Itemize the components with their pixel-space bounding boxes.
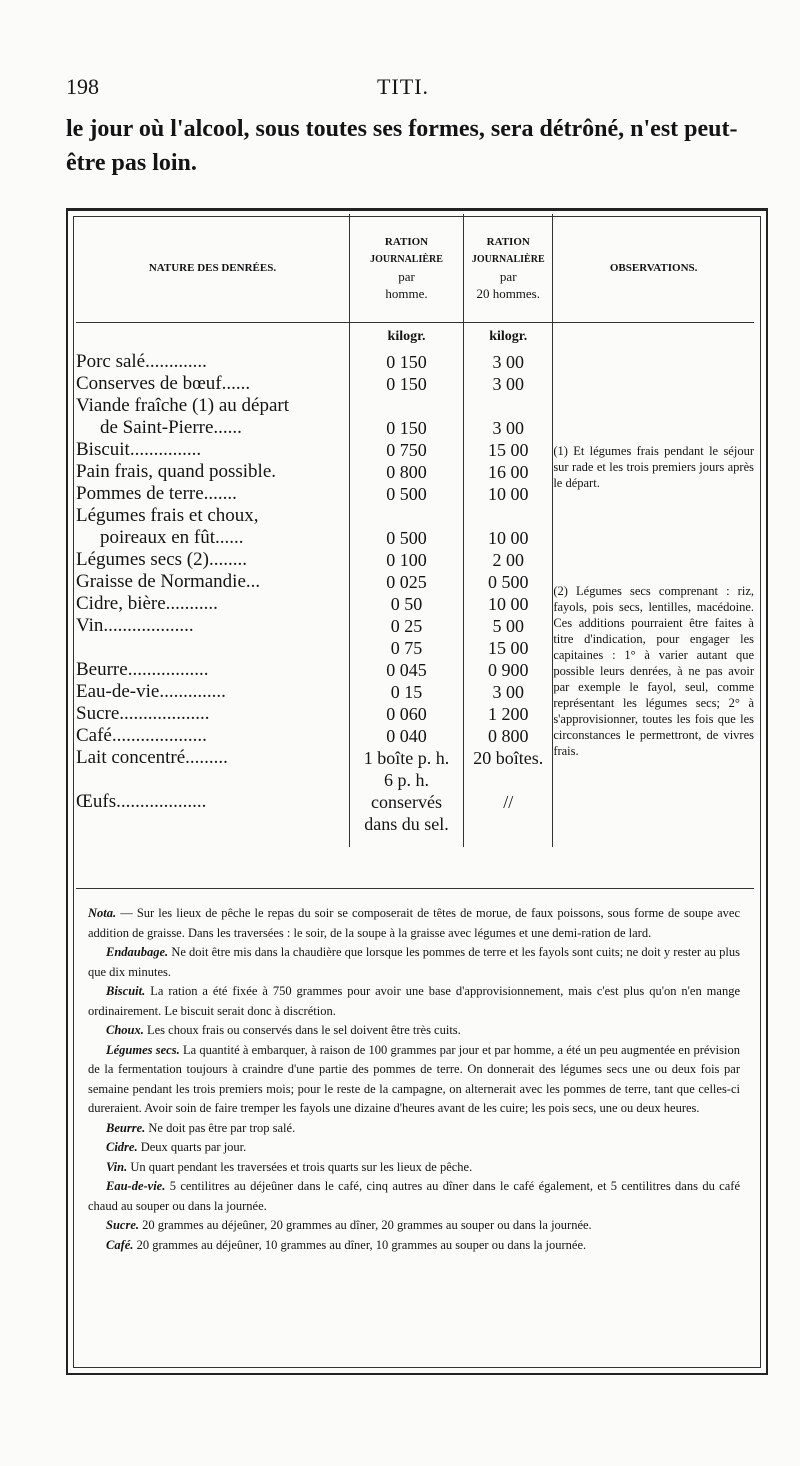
obs-spacer-top — [553, 399, 754, 443]
running-title: TITI. — [376, 74, 430, 99]
ration-per-man — [349, 505, 463, 527]
nota-text: 20 grammes au déjeûner, 10 grammes au dîner, 10 grammes au souper ou dans la journée. — [133, 1237, 587, 1252]
ration-per-man: 0 150 — [349, 417, 463, 439]
nota-paragraph — [88, 1138, 740, 1158]
ration-per-man: 0 060 — [349, 703, 463, 725]
header-ration-per-20 — [464, 214, 553, 323]
nota-term: Nota. — [88, 906, 117, 920]
unit-col2: kilogr. — [349, 323, 463, 352]
nota-term: Choux. — [106, 1023, 144, 1037]
obs-spacer-mid — [553, 491, 754, 583]
nota-term: Eau-de-vie. — [106, 1179, 166, 1193]
nota-term: Légumes secs. — [106, 1042, 180, 1057]
h3-l4: 20 hommes. — [476, 286, 540, 301]
observations-cell — [553, 323, 754, 836]
unit-col3: kilogr. — [464, 323, 553, 352]
spacer-c2 — [349, 835, 463, 847]
ration-per-20: 1 200 — [464, 703, 553, 725]
nota-term: Endaubage. — [106, 945, 169, 959]
food-name: Lait concentré......... — [76, 747, 349, 769]
nota-paragraph — [88, 1021, 740, 1041]
nota-paragraph — [88, 982, 740, 1021]
spacer-c1 — [76, 835, 349, 847]
nota-text: Ne doit pas être par trop salé. — [145, 1120, 296, 1135]
nota-text: 20 grammes au déjeûner, 20 grammes au dîner, 20 grammes au souper ou dans la journée. — [139, 1218, 592, 1232]
nota-text: La quantité à embarquer, à raison de 100 grammes par jour et par homme, a été un peu augmentée en prévision de la fermentation toujours à craindre d'une partie des pommes de terre. On donnerait des légumes secs une ou deux fois par semaine pendant les trois premiers mois; pour le reste de la campagne, on alternerait avec les pommes de terre, tant que celles-ci dureraient. Avoir soin de faire tremper les fayols une dizaine d'heures avant de les cuire; les pois secs, une ou deux heures. — [88, 1042, 740, 1115]
h3-l1: RATION — [486, 236, 530, 248]
nota-text: Ne doit être mis dans la chaudière que lorsque les pommes de terre et les fayols sont cuits; ne doit y rester au plus que dix minutes. — [88, 945, 740, 979]
table-bottom-spacer — [76, 835, 754, 847]
nota-paragraph — [88, 1236, 740, 1256]
ration-per-20: 20 boîtes. — [464, 747, 553, 769]
food-name: Eau-de-vie.............. — [76, 681, 349, 703]
ration-per-man: 0 100 — [349, 549, 463, 571]
ration-per-man: 0 75 — [349, 637, 463, 659]
lead-paragraph: le jour où l'alcool, sous toutes ses formes, sera détrôné, n'est peut-être pas loin. — [66, 116, 738, 176]
unit-empty — [76, 323, 349, 352]
nota-paragraph — [88, 904, 740, 943]
running-header — [66, 74, 740, 104]
ration-per-man: 1 boîte p. h. — [349, 747, 463, 769]
food-name — [76, 813, 349, 835]
ration-per-man: 6 p. h. — [349, 769, 463, 791]
ration-per-man: 0 025 — [349, 571, 463, 593]
nota-term: Beurre. — [106, 1120, 146, 1135]
nota-text: Un quart pendant les traversées et trois quarts sur les lieux de pêche. — [127, 1159, 473, 1174]
ration-per-20: 5 00 — [464, 615, 553, 637]
ration-per-20: 3 00 — [464, 417, 553, 439]
nota-paragraph — [88, 943, 740, 982]
ration-per-man: 0 50 — [349, 593, 463, 615]
ration-per-man: 0 500 — [349, 527, 463, 549]
observation-note-2: (2) Légumes secs comprenant : riz, fayols, pois secs, lentilles, macédoine. Ces additions pourraient être faites à titre d'indication, pour engager les capitaines : 1° à varier autant que possible leurs denrées, à ne pas avoir par exemple le fayol, seul, comme représentant les légumes secs; 2° à s'approvisionner, toutes les fois que les circonstances le permettront, de vivres frais. — [553, 584, 754, 758]
food-name: Café.................... — [76, 725, 349, 747]
ration-per-man: conservés — [349, 791, 463, 813]
ration-per-20 — [464, 505, 553, 527]
food-name: de Saint-Pierre...... — [76, 417, 349, 439]
nota-text: Deux quarts par jour. — [137, 1140, 247, 1154]
nota-text: 5 centilitres au déjeûner dans le café, cinq autres au dîner dans le café également, et 5 centilitres dans du café chaud au souper ou dans la journée. — [88, 1179, 740, 1213]
food-name: Légumes secs (2)........ — [76, 549, 349, 571]
h3-l2: JOURNALIÈRE — [471, 254, 545, 265]
ration-per-20: // — [464, 791, 553, 813]
nota-paragraph — [88, 1216, 740, 1236]
ration-per-20: 10 00 — [464, 527, 553, 549]
food-name: Œufs................... — [76, 791, 349, 813]
ration-per-20 — [464, 813, 553, 835]
unit-row — [76, 323, 754, 352]
ration-per-20: 3 00 — [464, 373, 553, 395]
h3-l3: par — [499, 269, 517, 284]
ration-table — [76, 214, 754, 847]
nota-paragraph — [88, 1119, 740, 1139]
ration-per-20: 15 00 — [464, 439, 553, 461]
food-name: Légumes frais et choux, — [76, 505, 349, 527]
header-observations: OBSERVATIONS. — [553, 214, 754, 323]
ration-per-man: 0 750 — [349, 439, 463, 461]
food-name: Porc salé............. — [76, 351, 349, 373]
food-name: Conserves de bœuf...... — [76, 373, 349, 395]
header-ration-per-man — [349, 214, 463, 323]
nota-text: La ration a été fixée à 750 grammes pour avoir une base d'approvisionnement, mais c'est plus qu'on n'en mange ordinairement. Le biscuit serait donc à discrétion. — [88, 984, 740, 1018]
ration-per-man: dans du sel. — [349, 813, 463, 835]
page-number: 198 — [66, 74, 99, 99]
ration-per-20 — [464, 769, 553, 791]
nota-term: Cidre. — [106, 1140, 138, 1154]
ration-per-man: 0 150 — [349, 373, 463, 395]
ration-per-man: 0 800 — [349, 461, 463, 483]
ration-per-man: 0 500 — [349, 483, 463, 505]
ration-per-20: 3 00 — [464, 681, 553, 703]
ration-per-man: 0 150 — [349, 351, 463, 373]
food-name — [76, 637, 349, 659]
nota-term: Café. — [106, 1237, 134, 1252]
ration-per-man: 0 040 — [349, 725, 463, 747]
observation-note-1: (1) Et légumes frais pendant le séjour sur rade et les trois premiers jours après le départ. — [553, 444, 754, 490]
food-name: Biscuit............... — [76, 439, 349, 461]
food-name: Beurre................. — [76, 659, 349, 681]
ration-per-man: 0 045 — [349, 659, 463, 681]
ration-per-20: 0 900 — [464, 659, 553, 681]
nota-paragraph — [88, 1158, 740, 1178]
table-bottom-rule — [76, 888, 754, 889]
ration-per-20: 3 00 — [464, 351, 553, 373]
food-name — [76, 769, 349, 791]
nota-term: Vin. — [106, 1159, 128, 1174]
h2-l4: homme. — [385, 286, 428, 301]
ration-per-20: 16 00 — [464, 461, 553, 483]
ration-per-20: 15 00 — [464, 637, 553, 659]
food-name: Cidre, bière........... — [76, 593, 349, 615]
ration-per-20: 0 800 — [464, 725, 553, 747]
nota-text: — Sur les lieux de pêche le repas du soir se composerait de têtes de morue, de faux poissons, sous forme de soupe avec addition de graisse. Dans les traversées : le soir, de la soupe à la graisse avec légumes et une demi-ration de lard. — [88, 906, 740, 940]
nota-term: Sucre. — [106, 1218, 139, 1232]
ration-per-20: 10 00 — [464, 483, 553, 505]
food-name: poireaux en fût...... — [76, 527, 349, 549]
ration-per-20: 2 00 — [464, 549, 553, 571]
ration-per-man: 0 25 — [349, 615, 463, 637]
food-name: Vin................... — [76, 615, 349, 637]
ration-per-20: 10 00 — [464, 593, 553, 615]
h2-l1: RATION — [384, 236, 429, 248]
ration-per-20: 0 500 — [464, 571, 553, 593]
nota-term: Biscuit. — [106, 984, 146, 998]
header-nature: NATURE DES DENRÉES. — [76, 214, 349, 323]
table-header-row — [76, 214, 754, 323]
food-name: Graisse de Normandie... — [76, 571, 349, 593]
h2-l2: JOURNALIÈRE — [370, 254, 443, 265]
nota-paragraph — [88, 1177, 740, 1216]
ration-per-man — [349, 395, 463, 417]
nota-text: Les choux frais ou conservés dans le sel doivent être très cuits. — [143, 1023, 461, 1037]
ration-per-man: 0 15 — [349, 681, 463, 703]
nota-section — [88, 904, 740, 1255]
food-name: Viande fraîche (1) au départ — [76, 395, 349, 417]
ration-per-20 — [464, 395, 553, 417]
nota-paragraph — [88, 1041, 740, 1119]
h2-l3: par — [398, 269, 415, 284]
food-name: Sucre................... — [76, 703, 349, 725]
food-name: Pain frais, quand possible. — [76, 461, 349, 483]
spacer-c3 — [464, 835, 553, 847]
food-name: Pommes de terre....... — [76, 483, 349, 505]
